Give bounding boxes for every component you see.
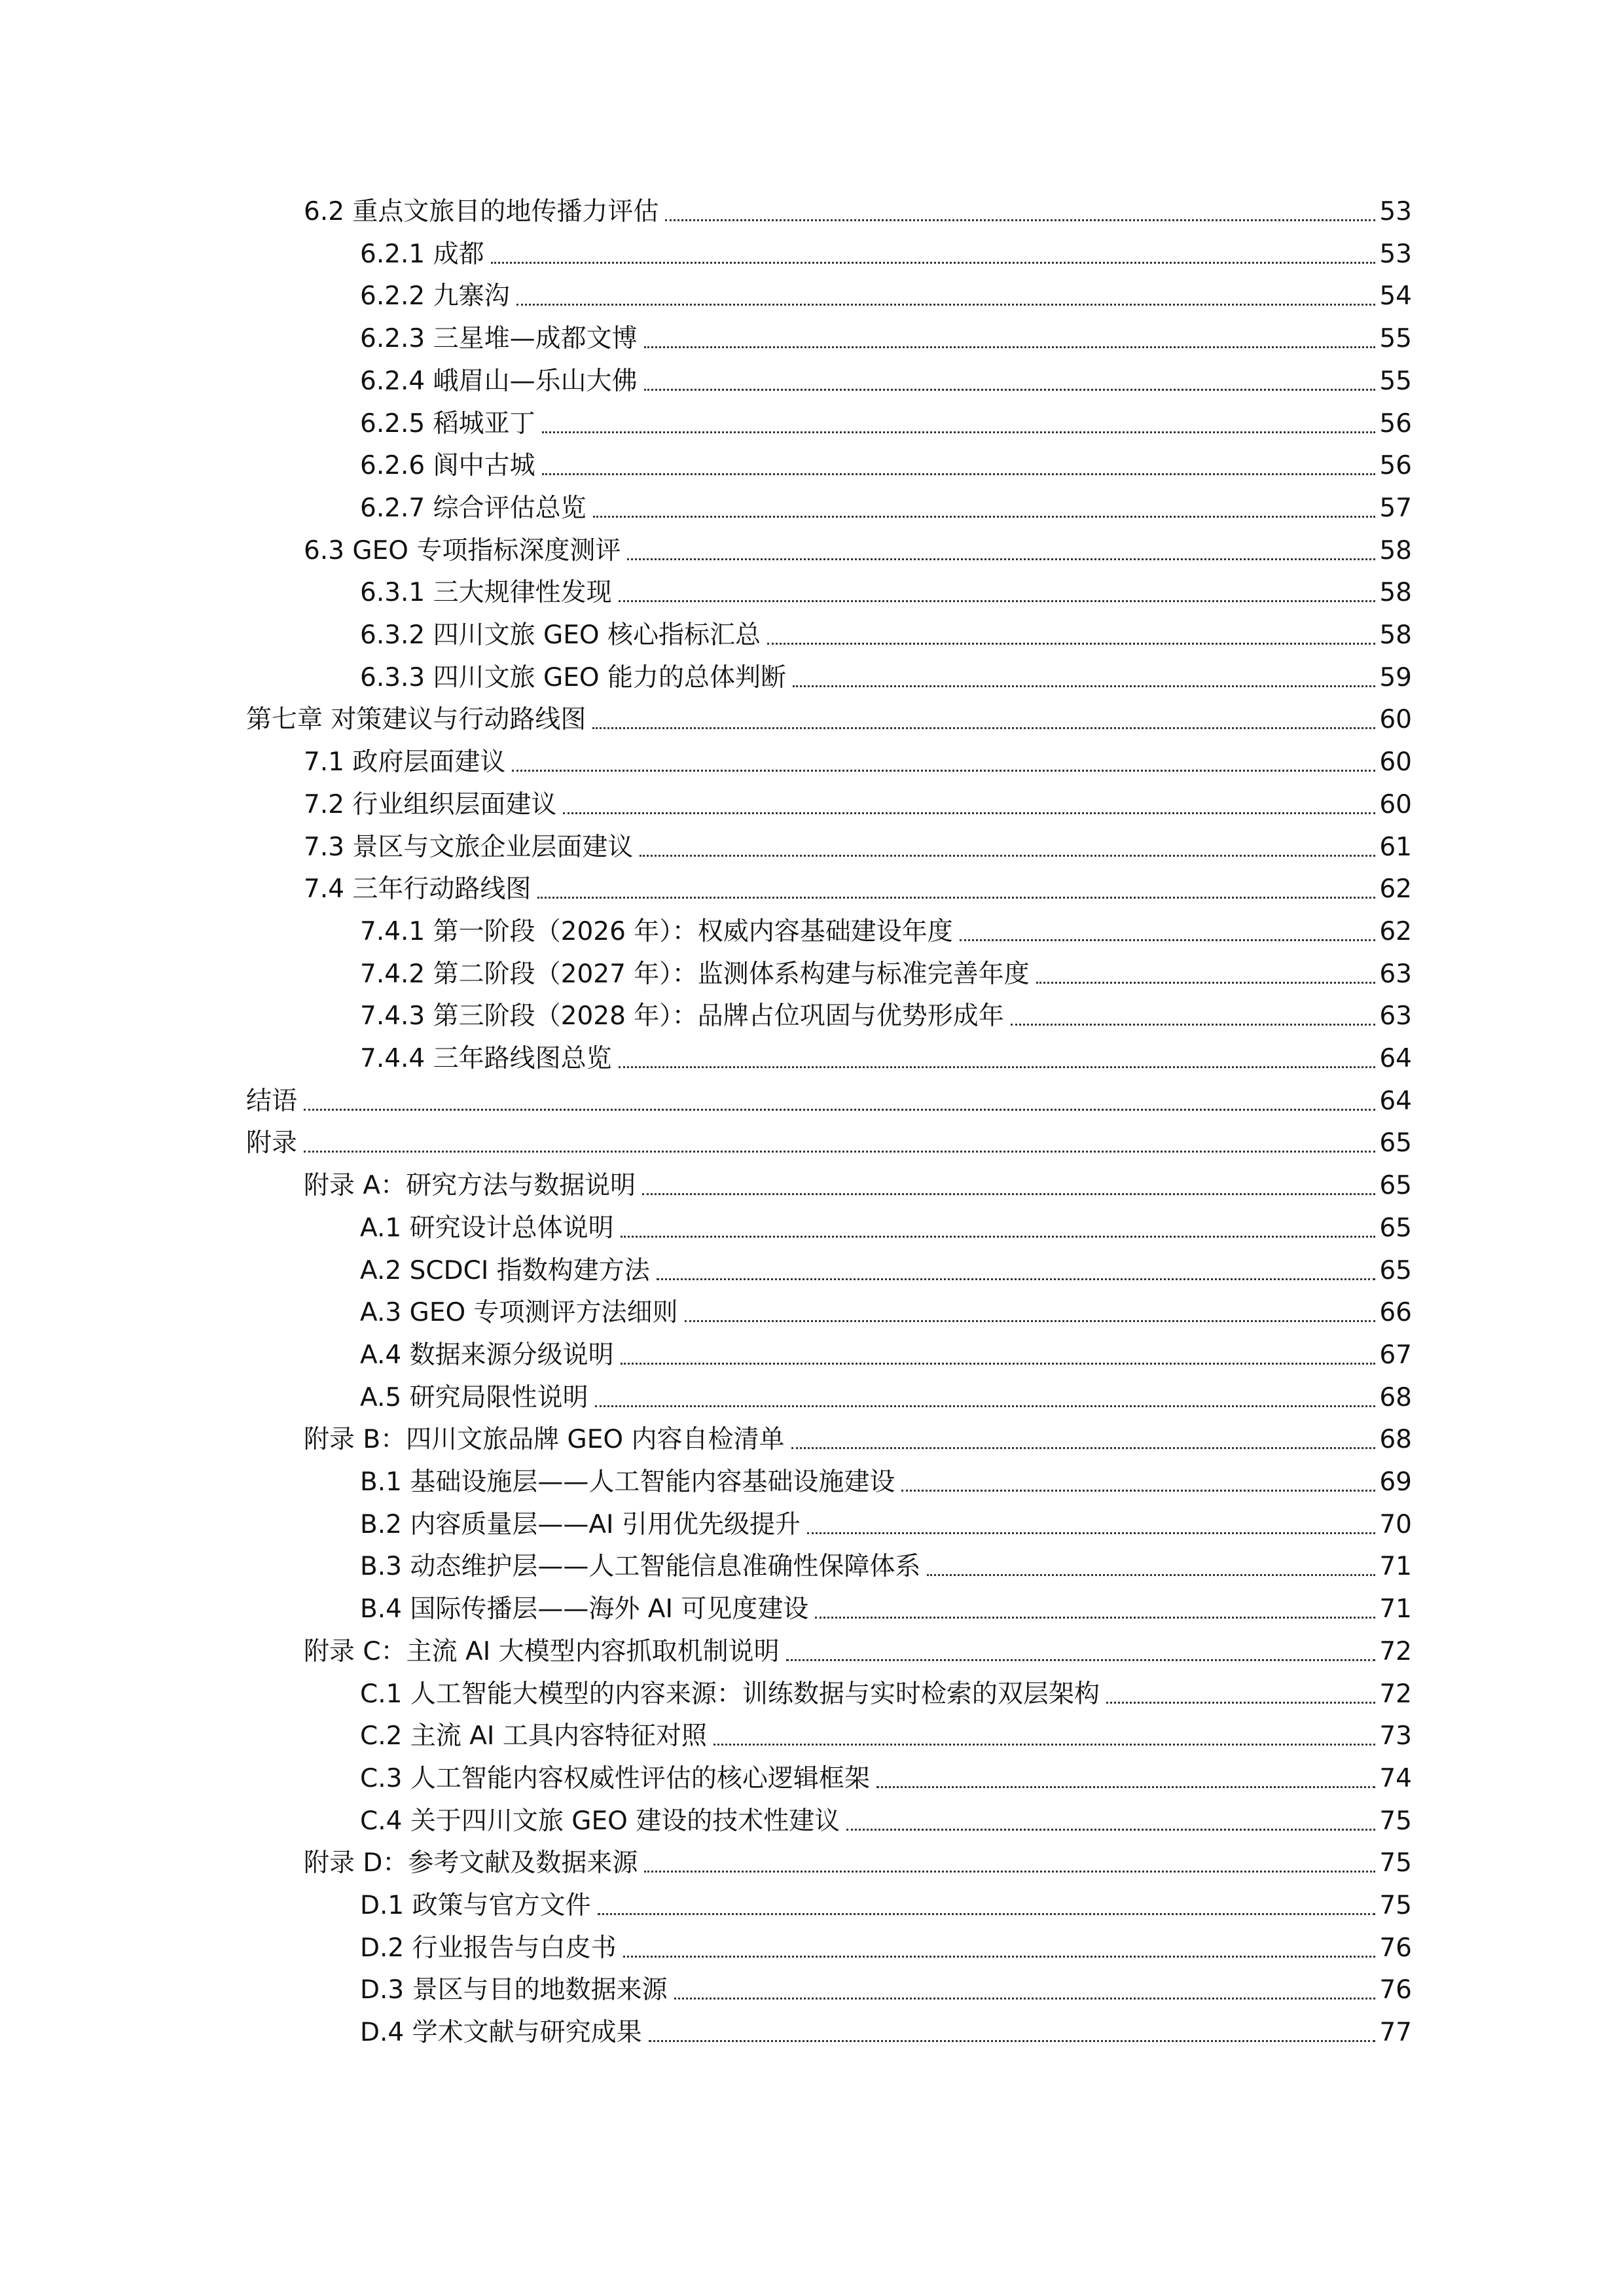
toc-page-number: 58 bbox=[1379, 535, 1412, 565]
toc-entry-title: 6.3.3 四川文旅 GEO 能力的总体判断 bbox=[360, 662, 786, 692]
toc-entry-title: D.4 学术文献与研究成果 bbox=[360, 2018, 642, 2048]
toc-page-number: 75 bbox=[1379, 1891, 1412, 1920]
toc-page-number: 58 bbox=[1379, 578, 1412, 608]
toc-dot-leader bbox=[598, 1913, 1376, 1915]
toc-page-number: 74 bbox=[1379, 1763, 1412, 1793]
toc-dot-leader bbox=[642, 1193, 1375, 1195]
toc-entry[interactable] bbox=[360, 1249, 1412, 1288]
toc-entry-title: 附录 D：参考文献及数据来源 bbox=[304, 1848, 638, 1878]
toc-entry[interactable] bbox=[304, 1164, 1412, 1203]
toc-dot-leader bbox=[304, 1151, 1375, 1153]
toc-page-number: 58 bbox=[1379, 620, 1412, 650]
toc-entry-title: 7.1 政府层面建议 bbox=[304, 747, 506, 778]
toc-dot-leader bbox=[713, 1744, 1376, 1746]
toc-page-number: 65 bbox=[1379, 1255, 1412, 1285]
toc-entry-title: 6.2 重点文旅目的地传播力评估 bbox=[304, 197, 659, 226]
toc-entry-title: 7.4.4 三年路线图总览 bbox=[360, 1044, 612, 1073]
toc-entry[interactable] bbox=[360, 317, 1412, 356]
toc-page-number: 62 bbox=[1379, 874, 1412, 905]
toc-page-number: 76 bbox=[1379, 1975, 1412, 2005]
toc-dot-leader bbox=[657, 1278, 1376, 1280]
toc-entry[interactable] bbox=[304, 783, 1412, 822]
toc-entry-title: A.2 SCDCI 指数构建方法 bbox=[360, 1255, 650, 1285]
toc-entry[interactable] bbox=[360, 1926, 1412, 1965]
toc-entry-title: A.4 数据来源分级说明 bbox=[360, 1340, 614, 1370]
toc-page-number: 77 bbox=[1379, 2018, 1412, 2048]
toc-dot-leader bbox=[649, 2040, 1376, 2042]
toc-page-number: 57 bbox=[1379, 493, 1412, 523]
toc-page-number: 55 bbox=[1379, 324, 1412, 354]
toc-entry-title: 7.3 景区与文旅企业层面建议 bbox=[304, 832, 634, 862]
toc-entry-title: B.3 动态维护层——人工智能信息准确性保障体系 bbox=[360, 1552, 921, 1582]
toc-dot-leader bbox=[901, 1490, 1375, 1492]
toc-entry[interactable] bbox=[246, 1121, 1412, 1160]
toc-entry[interactable] bbox=[246, 698, 1412, 737]
toc-entry[interactable] bbox=[360, 571, 1412, 610]
toc-page-number: 56 bbox=[1379, 451, 1412, 481]
toc-entry[interactable] bbox=[360, 1968, 1412, 2007]
toc-entry[interactable] bbox=[304, 190, 1412, 229]
toc-entry[interactable] bbox=[360, 359, 1412, 399]
toc-page-number: 55 bbox=[1379, 366, 1412, 396]
toc-entry-title: 附录 A：研究方法与数据说明 bbox=[304, 1171, 636, 1201]
toc-entry-title: 6.3.1 三大规律性发现 bbox=[360, 578, 612, 608]
toc-page-number: 54 bbox=[1379, 281, 1412, 312]
toc-entry[interactable] bbox=[360, 994, 1412, 1033]
toc-entry[interactable] bbox=[360, 1714, 1412, 1753]
toc-entry-title: 6.3 GEO 专项指标深度测评 bbox=[304, 535, 621, 565]
toc-page-number: 73 bbox=[1379, 1721, 1412, 1751]
toc-dot-leader bbox=[640, 855, 1375, 857]
toc-dot-leader bbox=[767, 643, 1375, 645]
toc-dot-leader bbox=[876, 1786, 1376, 1788]
toc-dot-leader bbox=[537, 897, 1375, 899]
toc-entry-title: 6.2.1 成都 bbox=[360, 239, 484, 269]
toc-dot-leader bbox=[1036, 982, 1376, 984]
toc-page-number: 59 bbox=[1379, 662, 1412, 692]
toc-page-number: 72 bbox=[1379, 1679, 1412, 1709]
toc-entry-title: D.1 政策与官方文件 bbox=[360, 1891, 591, 1920]
toc-dot-leader bbox=[927, 1574, 1375, 1576]
toc-dot-leader bbox=[563, 812, 1375, 814]
toc-dot-leader bbox=[791, 1447, 1376, 1449]
toc-entry[interactable] bbox=[360, 1333, 1412, 1372]
toc-entry-title: C.3 人工智能内容权威性评估的核心逻辑框架 bbox=[360, 1763, 870, 1793]
toc-entry-title: B.4 国际传播层——海外 AI 可见度建设 bbox=[360, 1594, 809, 1624]
toc-entry[interactable] bbox=[304, 825, 1412, 865]
toc-entry-title: B.1 基础设施层——人工智能内容基础设施建设 bbox=[360, 1467, 895, 1497]
toc-page-number: 72 bbox=[1379, 1636, 1412, 1666]
toc-entry[interactable] bbox=[360, 1757, 1412, 1796]
toc-dot-leader bbox=[542, 431, 1376, 433]
toc-dot-leader bbox=[846, 1829, 1375, 1831]
toc-entry[interactable] bbox=[304, 1841, 1412, 1880]
toc-page-number: 68 bbox=[1379, 1382, 1412, 1412]
toc-dot-leader bbox=[542, 473, 1376, 475]
toc-dot-leader bbox=[619, 1066, 1376, 1068]
toc-dot-leader bbox=[674, 1998, 1376, 2000]
toc-entry[interactable] bbox=[360, 1672, 1412, 1712]
toc-entry[interactable] bbox=[360, 1503, 1412, 1542]
toc-entry-title: 附录 B：四川文旅品牌 GEO 内容自检清单 bbox=[304, 1425, 785, 1455]
toc-dot-leader bbox=[512, 770, 1375, 772]
toc-entry[interactable] bbox=[360, 613, 1412, 653]
toc-page-number: 68 bbox=[1379, 1425, 1412, 1455]
toc-page-number: 61 bbox=[1379, 832, 1412, 862]
toc-page-number: 65 bbox=[1379, 1171, 1412, 1201]
toc-page-number: 71 bbox=[1379, 1552, 1412, 1582]
toc-entry-title: 6.3.2 四川文旅 GEO 核心指标汇总 bbox=[360, 620, 761, 650]
toc-entry[interactable] bbox=[360, 1587, 1412, 1626]
toc-page-number: 53 bbox=[1379, 239, 1412, 269]
toc-entry-title: 结语 bbox=[246, 1086, 298, 1116]
toc-entry[interactable] bbox=[360, 486, 1412, 526]
toc-entry[interactable] bbox=[304, 529, 1412, 568]
toc-page-number: 62 bbox=[1379, 916, 1412, 946]
toc-dot-leader bbox=[644, 389, 1376, 391]
toc-page-number: 63 bbox=[1379, 1001, 1412, 1031]
toc-entry-title: 7.4 三年行动路线图 bbox=[304, 874, 532, 905]
toc-entry[interactable] bbox=[360, 1799, 1412, 1839]
toc-entry[interactable] bbox=[360, 1460, 1412, 1499]
toc-entry-title: 7.4.3 第三阶段（2028 年）：品牌占位巩固与优势形成年 bbox=[360, 1001, 1004, 1031]
toc-dot-leader bbox=[516, 304, 1376, 306]
toc-entry[interactable] bbox=[304, 867, 1412, 906]
toc-entry-title: 6.2.5 稻城亚丁 bbox=[360, 408, 535, 439]
toc-entry-title: C.1 人工智能大模型的内容来源：训练数据与实时检索的双层架构 bbox=[360, 1679, 1100, 1709]
toc-dot-leader bbox=[623, 1956, 1376, 1958]
toc-entry[interactable] bbox=[360, 2011, 1412, 2050]
toc-dot-leader bbox=[595, 1405, 1376, 1407]
toc-entry[interactable] bbox=[360, 1545, 1412, 1584]
toc-entry-title: C.2 主流 AI 工具内容特征对照 bbox=[360, 1721, 707, 1751]
toc-dot-leader bbox=[627, 558, 1375, 560]
toc-entry-title: 6.2.2 九寨沟 bbox=[360, 281, 510, 312]
toc-page-number: 60 bbox=[1379, 789, 1412, 819]
toc-dot-leader bbox=[960, 939, 1376, 941]
toc-page-number: 64 bbox=[1379, 1086, 1412, 1116]
toc-dot-leader bbox=[815, 1617, 1375, 1619]
toc-entry[interactable] bbox=[360, 1291, 1412, 1330]
toc-entry[interactable] bbox=[246, 1079, 1412, 1119]
toc-entry[interactable] bbox=[360, 1376, 1412, 1415]
toc-dot-leader bbox=[491, 262, 1376, 264]
toc-entry[interactable] bbox=[360, 402, 1412, 441]
toc-page-number: 76 bbox=[1379, 1933, 1412, 1963]
toc-dot-leader bbox=[665, 219, 1375, 221]
toc-entry-title: D.3 景区与目的地数据来源 bbox=[360, 1975, 668, 2005]
toc-entry[interactable] bbox=[360, 656, 1412, 695]
toc-dot-leader bbox=[1011, 1024, 1376, 1026]
toc-page-number: 69 bbox=[1379, 1467, 1412, 1497]
toc-entry-title: A.3 GEO 专项测评方法细则 bbox=[360, 1298, 678, 1328]
toc-entry-title: C.4 关于四川文旅 GEO 建设的技术性建议 bbox=[360, 1806, 840, 1836]
toc-page-number: 75 bbox=[1379, 1806, 1412, 1836]
toc-page-number: 65 bbox=[1379, 1213, 1412, 1243]
toc-entry[interactable] bbox=[304, 1630, 1412, 1669]
toc-entry[interactable] bbox=[304, 1418, 1412, 1457]
toc-dot-leader bbox=[793, 685, 1375, 687]
toc-dot-leader bbox=[621, 1236, 1376, 1238]
toc-entry-title: B.2 内容质量层——AI 引用优先级提升 bbox=[360, 1509, 801, 1539]
toc-entry-title: D.2 行业报告与白皮书 bbox=[360, 1933, 617, 1963]
toc-entry-title: 7.4.2 第二阶段（2027 年）：监测体系构建与标准完善年度 bbox=[360, 959, 1030, 989]
toc-dot-leader bbox=[644, 346, 1376, 348]
toc-entry-title: 6.2.4 峨眉山—乐山大佛 bbox=[360, 366, 638, 396]
toc-page-number: 71 bbox=[1379, 1594, 1412, 1624]
toc-dot-leader bbox=[619, 600, 1376, 602]
toc-page-number: 60 bbox=[1379, 747, 1412, 778]
toc-dot-leader bbox=[593, 516, 1376, 518]
toc-entry-title: 6.2.6 阆中古城 bbox=[360, 451, 535, 481]
toc-dot-leader bbox=[1106, 1702, 1376, 1704]
toc-entry-title: A.5 研究局限性说明 bbox=[360, 1382, 588, 1412]
toc-dot-leader bbox=[304, 1109, 1375, 1111]
toc-page-number: 75 bbox=[1379, 1848, 1412, 1878]
toc-entry[interactable] bbox=[360, 952, 1412, 992]
toc-entry-title: 6.2.7 综合评估总览 bbox=[360, 493, 586, 523]
toc-entry-title: 7.2 行业组织层面建议 bbox=[304, 789, 557, 819]
toc-entry[interactable] bbox=[360, 274, 1412, 314]
toc-page-number: 64 bbox=[1379, 1044, 1412, 1073]
toc-page-number: 60 bbox=[1379, 705, 1412, 735]
toc-entry-title: 7.4.1 第一阶段（2026 年）：权威内容基础建设年度 bbox=[360, 916, 953, 946]
toc-dot-leader bbox=[644, 1871, 1375, 1873]
toc-entry[interactable] bbox=[360, 910, 1412, 949]
toc-entry[interactable] bbox=[360, 1206, 1412, 1246]
toc-dot-leader bbox=[592, 727, 1375, 729]
toc-entry[interactable] bbox=[360, 1884, 1412, 1923]
toc-page-number: 53 bbox=[1379, 197, 1412, 226]
toc-page-number: 63 bbox=[1379, 959, 1412, 989]
toc-page-number: 70 bbox=[1379, 1509, 1412, 1539]
toc-entry[interactable] bbox=[360, 1037, 1412, 1076]
toc-page-number: 56 bbox=[1379, 408, 1412, 439]
toc-dot-leader bbox=[786, 1659, 1376, 1661]
toc-entry-title: 6.2.3 三星堆—成都文博 bbox=[360, 324, 638, 354]
toc-dot-leader bbox=[685, 1320, 1376, 1322]
toc-page-number: 67 bbox=[1379, 1340, 1412, 1370]
toc-dot-leader bbox=[621, 1363, 1376, 1365]
toc-page-number: 65 bbox=[1379, 1128, 1412, 1158]
toc-entry[interactable] bbox=[360, 232, 1412, 272]
toc-entry-title: 附录 bbox=[246, 1128, 298, 1158]
toc-entry-title: 附录 C：主流 AI 大模型内容抓取机制说明 bbox=[304, 1636, 780, 1666]
toc-entry-title: A.1 研究设计总体说明 bbox=[360, 1213, 614, 1243]
toc-page-number: 66 bbox=[1379, 1298, 1412, 1328]
toc-dot-leader bbox=[807, 1532, 1375, 1534]
toc-entry[interactable] bbox=[360, 444, 1412, 483]
toc-entry[interactable] bbox=[304, 740, 1412, 780]
toc-entry-title: 第七章 对策建议与行动路线图 bbox=[246, 705, 586, 735]
